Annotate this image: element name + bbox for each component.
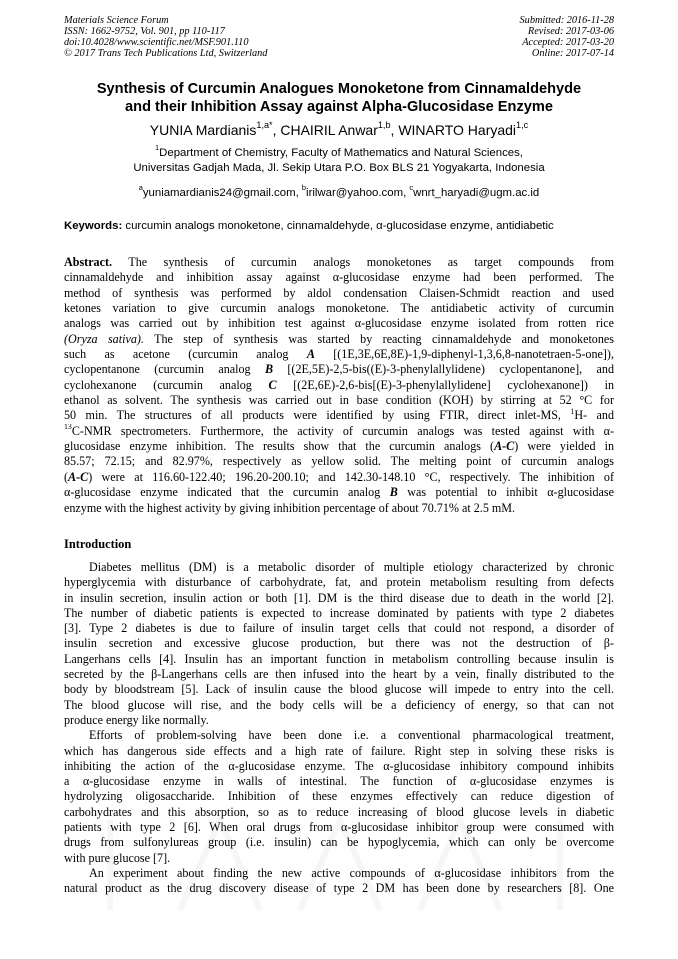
email-link[interactable]: irilwar@yahoo.com, xyxy=(306,187,407,199)
paragraph-line: The number of diabetic patients is expected to increase dominated by patients with type 2 diabetes xyxy=(64,605,614,620)
abstract-line: cinnamaldehyde and inhibition assay against α-glucosidase enzyme had been performed. The xyxy=(64,270,614,285)
abstract-line: 85.57; 72.15; and 82.97%, respectively as yellow solid. The melting point of curcumin analogs xyxy=(64,454,614,469)
online-date: Online: 2017-07-14 xyxy=(531,48,614,60)
abstract-line: ketones variation to give curcumin analogs monoketone. The antidiabetic activity of curcumin xyxy=(64,301,614,316)
paragraph-line: produce energy like normally. xyxy=(64,712,209,727)
title-line-1: Synthesis of Curcumin Analogues Monoketone from Cinnamaldehyde xyxy=(96,81,582,97)
paragraph-line: Efforts of problem-solving have been done i.e. a conventional pharmacological treatment, xyxy=(89,728,614,743)
email-link[interactable]: wnrt_haryadi@ugm.ac.id xyxy=(413,187,540,199)
email-mark: a xyxy=(138,183,143,193)
paragraph-line: a α-glucosidase enzyme in walls of intestinal. The function of α-glucosidase enzymes is xyxy=(64,774,614,789)
paragraph-line: secreted by the β-Langerhans cells are then infused into the heart by a vein, finally distributed to the xyxy=(64,667,614,682)
paragraph-line: Langerhans cells [4]. Insulin has an important function in metabolism controlling because insulin is xyxy=(64,651,614,666)
affiliation-mark: 1 xyxy=(155,143,160,153)
abstract-line: (Oryza sativa). The step of synthesis was started by reacting cinnamaldehyde and monoketones xyxy=(64,331,614,346)
abstract-line: ethanol as solvent. The synthesis was carried out in base condition (KOH) by stirring at 52 °C for xyxy=(64,393,614,408)
paragraph-line: natural product as the drug discovery disease of type 2 DM has been done by researchers [8]. One xyxy=(64,881,614,896)
paragraph-line: hyperglycemia with disturbance of carbohydrate, fat, and protein metabolism resulting from defects xyxy=(64,575,614,590)
paragraph-line: Diabetes mellitus (DM) is a metabolic disorder of multiple etiology characterized by chronic xyxy=(89,560,614,574)
paragraph-line: with pure glucose [7]. xyxy=(64,850,171,865)
paragraph-line: in insulin secretion, insulin action or both [1]. DM is the third disease due to death in the world [2]. xyxy=(64,590,614,605)
author-name: YUNIA Mardianis xyxy=(149,122,257,138)
abstract-line: Abstract. The synthesis of curcumin analogs monoketones as target compounds from xyxy=(64,255,614,269)
abstract-line: analogs was carried out by inhibition test against α-glucosidase enzyme isolated from rotten rice xyxy=(64,316,614,331)
publication-dates xyxy=(520,15,614,59)
keywords xyxy=(64,219,624,233)
paragraph-line: The blood glucose will rise, and the body cells will be a deficiency of energy, so that can not xyxy=(64,697,614,712)
paragraph-line: carbohydrates and this absorption, so as to reduce increasing of blood glucose levels in diabetic xyxy=(64,804,614,819)
abstract-line: cyclopentanone (curcumin analog B [(2E,5E)-2,5-bis((E)-3-phenylallylidene) cyclopentanone], and xyxy=(64,362,614,377)
email-mark: c xyxy=(409,183,414,193)
email-link[interactable]: yuniamardianis24@gmail.com, xyxy=(142,187,299,199)
issn-line: ISSN: 1662-9752, Vol. 901, pp 110-117 xyxy=(64,26,225,38)
paragraph-line: inhibiting the action of the α-glucosidase enzyme. The α-glucosidase inhibitory compound inhibits xyxy=(64,758,614,773)
abstract-line: method of synthesis was performed by aldol condensation Claisen-Schmidt reaction and used xyxy=(64,285,614,300)
introduction-body xyxy=(64,560,614,897)
abstract-line: such as acetone (curcumin analog A [(1E,3E,6E,8E)-1,9-diphenyl-1,3,6,8-nanotetraen-5-one]), xyxy=(64,347,614,362)
paragraph-line: An experiment about finding the new active compounds of α-glucosidase inhibitors from the xyxy=(89,865,614,880)
author-emails xyxy=(30,183,648,200)
paragraph-line: drugs from sulfonylureas group (i.e. insulin) can be hypoglycemia, which can only be overcome xyxy=(64,835,614,850)
abstract-line: enzyme with the highest activity by giving inhibition percentage of about 70.71% at 2.5 mM. xyxy=(64,500,516,515)
affiliation-line-1: Department of Chemistry, Faculty of Mathematics and Natural Sciences, xyxy=(159,147,523,159)
submitted-date: Submitted: 2016-11-28 xyxy=(519,15,614,26)
revised-date: Revised: 2017-03-06 xyxy=(527,26,614,38)
email-mark: b xyxy=(301,183,307,193)
paragraph-line: which has dangerous side effects and a high rate of failure. Right step in solving these risks is xyxy=(64,743,614,758)
paragraph-line: hydrolyzing oligosaccharide. Inhibition of these enzymes effectively can reduce digestion of xyxy=(64,789,614,804)
abstract-line: 50 min. The structures of all products were identified by using FTIR, direct inlet-MS, $^1$H- and xyxy=(64,408,614,423)
author-name: WINARTO Haryadi xyxy=(398,122,517,138)
section-heading-introduction: Introduction xyxy=(64,537,132,551)
copyright-line: © 2017 Trans Tech Publications Ltd, Switzerland xyxy=(64,48,268,60)
paragraph-line: body by bloodstream [5]. Lack of insulin cause the blood glucose will impede to entry into the cell. xyxy=(64,682,614,697)
paragraph-line: insulin secretion and excessive glucose production, but there was not the destruction of β- xyxy=(64,636,614,651)
abstract-line: glucosidase enzyme inhibition. The results show that the curcumin analogs (A-C) were yielded in xyxy=(64,439,614,454)
journal-info xyxy=(64,15,267,59)
keywords-text: curcumin analogs monoketone, cinnamaldehyde, α-glucosidase enzyme, antidiabetic xyxy=(125,220,554,232)
affiliation xyxy=(30,143,648,175)
keywords-label: Keywords: xyxy=(64,220,123,232)
abstract xyxy=(64,255,614,516)
paragraph-line: [3]. Type 2 diabetes is due to failure of insulin target cells that could not respond, a disorder of xyxy=(64,621,614,636)
paragraph-line: patients with type 2 [6]. When oral drugs from α-glucosidase inhibitor group were consumed with xyxy=(64,820,614,835)
title-line-2: and their Inhibition Assay against Alpha-Glucosidase Enzyme xyxy=(125,99,553,115)
author-affiliation-mark: 1,c xyxy=(516,120,529,131)
abstract-line: $^{13}$C-NMR spectrometers. Furthermore, the activity of curcumin analogs was tested against with α- xyxy=(64,423,614,438)
abstract-line: cyclohexanone (curcumin analog C [(2E,6E)-2,6-bis[(E)-3-phenylallylidene] cyclohexanone]) in xyxy=(64,377,614,392)
author-name: CHAIRIL Anwar xyxy=(280,122,378,138)
accepted-date: Accepted: 2017-03-20 xyxy=(522,37,614,49)
journal-name: Materials Science Forum xyxy=(64,15,169,26)
author-list: YUNIA Mardianis$^{1,a*}$, CHAIRIL Anwar$^{1,b}$, WINARTO Haryadi$^{1,c}$ xyxy=(149,120,529,138)
doi-line: doi:10.4028/www.scientific.net/MSF.901.110 xyxy=(64,37,249,49)
affiliation-line-2: Universitas Gadjah Mada, Jl. Sekip Utara P.O. Box BLS 21 Yogyakarta, Indonesia xyxy=(133,161,545,174)
author-affiliation-mark: 1,b xyxy=(377,120,391,131)
abstract-label: Abstract. xyxy=(64,255,113,269)
abstract-line: α-glucosidase enzyme indicated that the curcumin analog B was potential to inhibit α-glucosidase xyxy=(64,485,614,500)
paper-title xyxy=(40,80,638,116)
abstract-line: (A-C) were at 116.60-122.40; 196.20-200.10; and 142.30-148.10 °C, respectively. The inhibition of xyxy=(64,469,614,484)
author-affiliation-mark: 1,a* xyxy=(256,120,273,131)
